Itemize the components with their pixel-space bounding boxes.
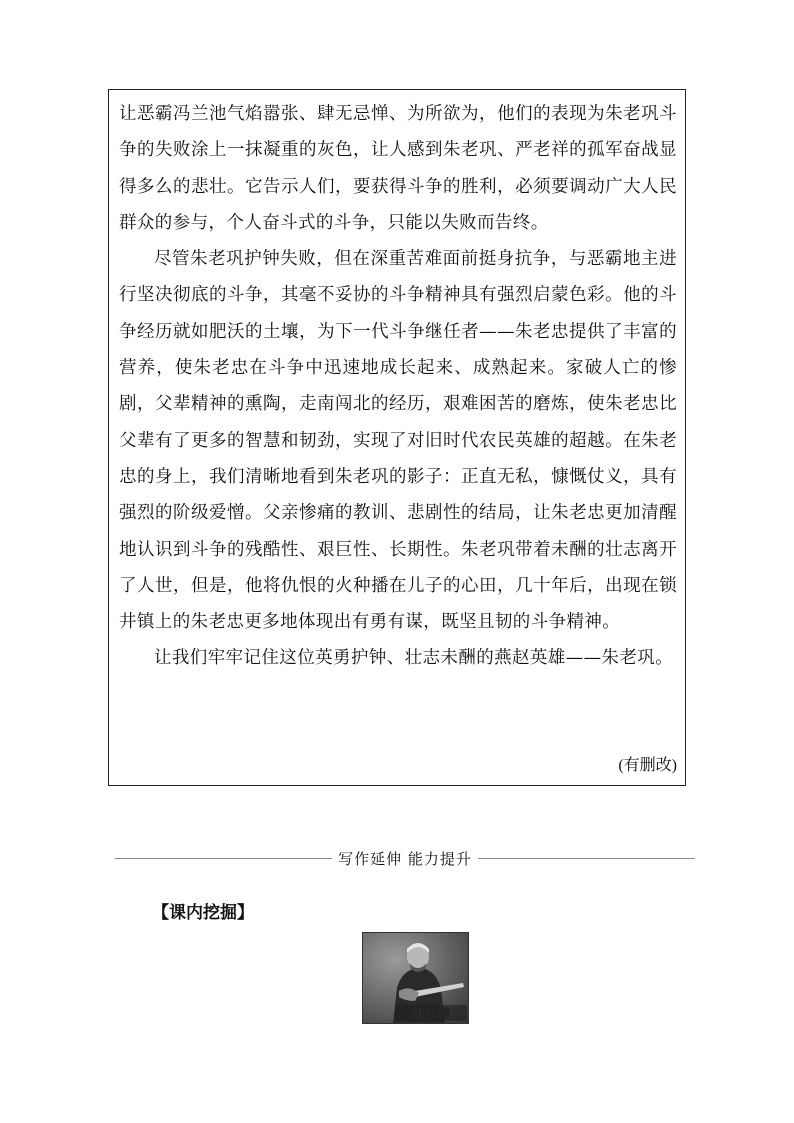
divider-line-left (115, 858, 332, 859)
section-title: 写作延伸 能力提升 (338, 849, 472, 868)
subsection-heading: 【课内挖掘】 (152, 903, 254, 923)
book-cover-caption: 红旗谱 (411, 1007, 451, 1022)
book-cover-image (362, 932, 469, 1024)
passage-paragraph-1: 让恶霸冯兰池气焰嚣张、肆无忌惮、为所欲为，他们的表现为朱老巩斗争的失败涂上一抹凝重的灰色，让人感到朱老巩、严老祥的孤军奋战显得多么的悲壮。它告示人们，要获得斗争的胜利，必须要调动广大人民群众的参与，个人奋斗式的斗争，只能以失败而告终。 (119, 104, 677, 233)
divider-line-right (478, 858, 695, 859)
passage-paragraph-3: 让我们牢牢记住这位英勇护钟、壮志未酬的燕赵英雄——朱老巩。 (154, 648, 674, 669)
passage-paragraph-2: 尽管朱老巩护钟失败，但在深重苦难面前挺身抗争，与恶霸地主进行坚决彻底的斗争，其毫不妥协的斗争精神具有强烈启蒙色彩。他的斗争经历就如肥沃的土壤，为下一代斗争继任者——朱老忠提供了丰富的营养，使朱老忠在斗争中迅速地成长起来、成熟起来。家破人亡的惨剧，父辈精神的熏陶，走南闯北的经历，艰难困苦的磨炼，使朱老忠比父辈有了更多的智慧和韧劲，实现了对旧时代农民英雄的超越。在朱老忠的身上，我们清晰地看到朱老巩的影子：正直无私，慷慨仗义，具有强烈的阶级爱憎。父亲惨痛的教训、悲剧性的结局，让朱老忠更加清醒地认识到斗争的残酷性、艰巨性、长期性。朱老巩带着未酬的壮志离开了人世，但是，他将仇恨的火种播在儿子的心田，几十年后，出现在锁井镇上的朱老忠更多地体现出有勇有谋，既坚且韧的斗争精神。 (119, 249, 677, 633)
section-divider (115, 846, 695, 870)
passage-box (108, 89, 686, 786)
source-note: (有删改) (618, 757, 677, 774)
